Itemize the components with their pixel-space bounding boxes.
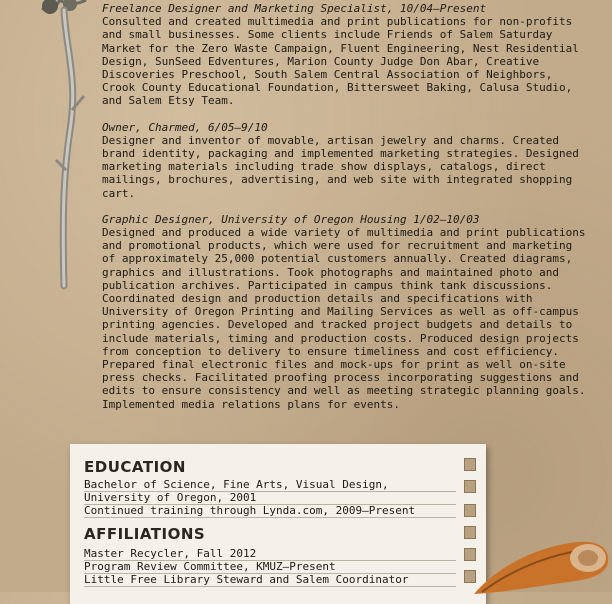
education-line: University of Oregon, 2001 — [84, 491, 257, 504]
job-title: Graphic Designer, University of Oregon Housing 1/02–10/03 — [102, 212, 480, 226]
affiliation-line: Master Recycler, Fall 2012 — [84, 547, 257, 560]
job-entry — [102, 213, 588, 411]
job-entry — [102, 121, 588, 200]
twig-icon — [20, 0, 100, 300]
experience-section — [102, 2, 588, 424]
job-title: Owner, Charmed, 6/05–9/10 — [102, 120, 268, 134]
education-line: Bachelor of Science, Fine Arts, Visual Design, — [84, 478, 389, 491]
binder-hole — [464, 504, 476, 517]
binder-hole — [464, 480, 476, 493]
job-description: Designed and produced a wide variety of multimedia and print publications and promotional products, which were used for recruitment and marketing of approximately 25,000 potential customers annually. Created diagrams, graphics and illustrations. Took photographs and maintained photo and publication archives. Participated in campus think tank discussions. Coordinated design and production details and specifications with University of Oregon Printing and Mailing Services as well as off-campus printing agencies. Developed and tracked project budgets and details to include materials, timing and production costs. Produced design projects from conception to delivery to ensure timeliness and cost efficiency. Prepared final electronic files and mock-ups for print as well on-site press checks. Facilitated proofing process incorporating suggestions and edits to ensure consistency and well as meeting strategic planning goals. Implemented media relations plans for events. — [102, 226, 586, 411]
affiliation-line: Little Free Library Steward and Salem Coordinator — [84, 573, 409, 586]
job-title: Freelance Designer and Marketing Specialist, 10/04–Present — [102, 2, 487, 15]
card-rule — [84, 586, 456, 587]
binder-hole — [464, 458, 476, 471]
maple-seed-icon — [468, 536, 612, 596]
job-entry — [102, 2, 588, 108]
education-heading: EDUCATION — [84, 458, 186, 476]
job-description: Consulted and created multimedia and print publications for non-profits and small businesses. Some clients include Friends of Salem Saturday Market for the Zero Waste Campaign, Fluent Engineering, Nest Residential Design, SunSeed Edventures, Marion County Judge Don Abar, Creative Discoveries Preschool, South Salem Central Association of Neighbors, Crook County Educational Foundation, Bittersweet Baking, Calusa Studio, and Salem Etsy Team. — [102, 15, 579, 108]
card-rule — [84, 517, 456, 518]
education-line: Continued training through Lynda.com, 2009–Present — [84, 504, 416, 517]
affiliation-line: Program Review Committee, KMUZ–Present — [84, 560, 336, 573]
index-card — [70, 444, 486, 604]
job-description: Designer and inventor of movable, artisan jewelry and charms. Created brand identity, packaging and implemented marketing strategies. Designed marketing materials including trade show displays, catalogs, direct mailings, brochures, advertising, and web site with integrated shopping cart. — [102, 133, 579, 200]
affiliations-heading: AFFILIATIONS — [84, 525, 206, 543]
